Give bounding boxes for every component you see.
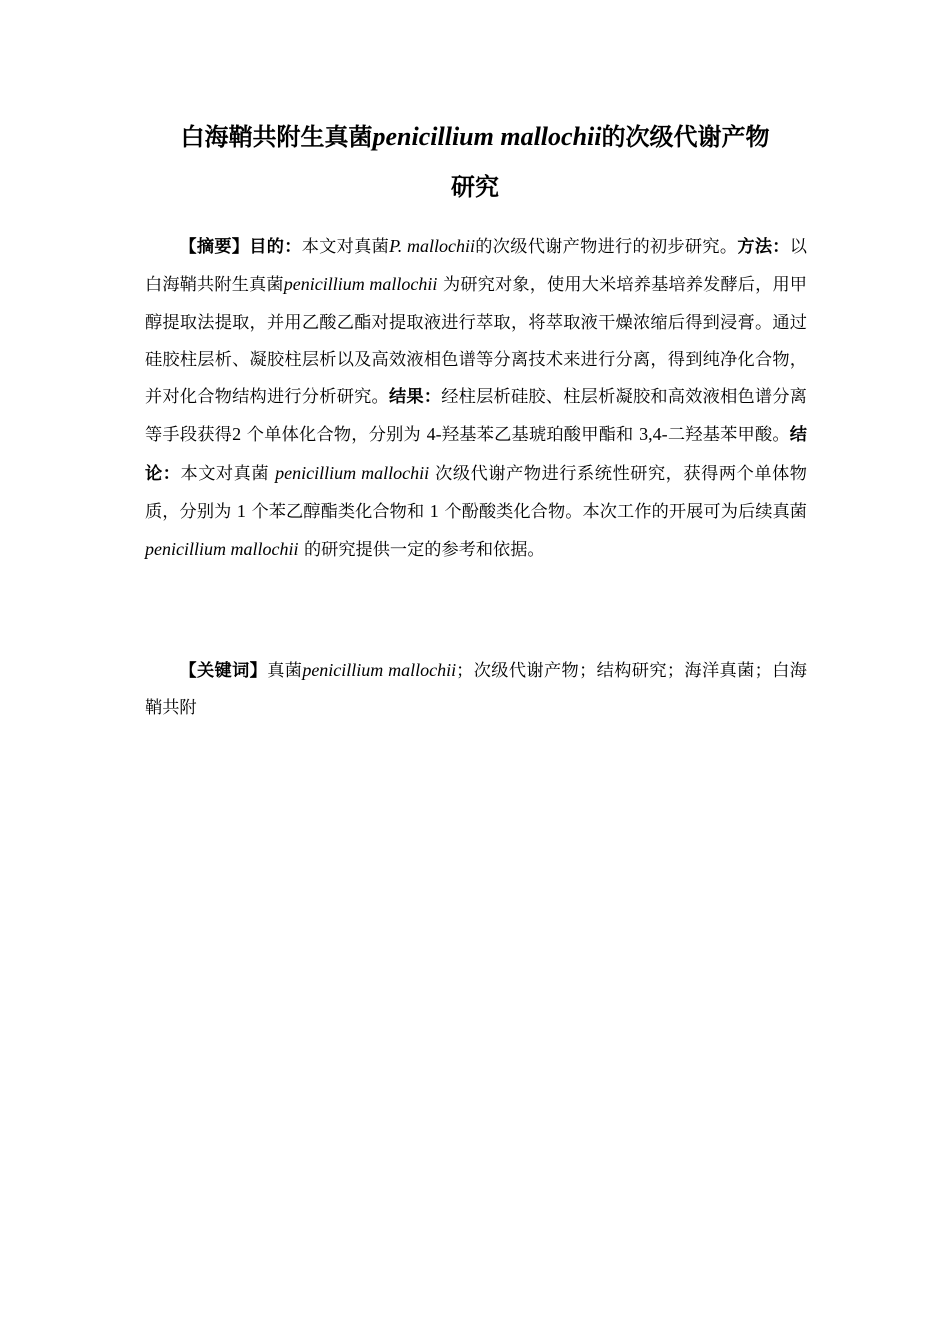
result-compound-prefix-1: 4- (426, 424, 442, 445)
keywords-paragraph (145, 652, 807, 728)
result-text-b2: 羟基苯乙基琥珀酸甲酯和 (441, 425, 640, 446)
result-label: 结果： (388, 387, 442, 408)
conclusion-text-a: 本文对真菌 (180, 463, 276, 484)
purpose-latin: P. mallochii (389, 236, 476, 256)
conclusion-latin-2: penicillium mallochii (145, 539, 299, 560)
abstract-label: 【摘要】 (179, 237, 250, 257)
paper-title (100, 112, 850, 212)
keywords-latin: penicillium mallochii (302, 660, 457, 680)
result-text-b3: 二羟基苯甲酸。 (667, 425, 790, 446)
result-compound-prefix-2: 3,4- (639, 424, 668, 445)
result-number: 2 (232, 424, 242, 445)
keywords-label: 【关键词】 (179, 661, 268, 681)
method-text-b: 为研究对象，使用大米培养基培养发酵后，用甲醇提取法提取，并用乙酸乙酯对提取液进行萃取，将萃取液干燥浓缩后得到浸膏。通过硅胶柱层析、凝胶柱层析以及高效液相色谱等分离技术来进行分离，得到纯净化合物，并对化合物结构进行分析研究。 (145, 275, 807, 408)
title-text-part1: 白海鞘共附生真菌 (180, 123, 373, 151)
conclusion-text-b: 次级代谢产物进行系统性研究，获得两个单体物质，分别为 (145, 463, 807, 523)
purpose-text-b: 的次级代谢产物进行的初步研究。 (475, 237, 738, 257)
abstract-paragraph (145, 228, 807, 570)
title-latin-name: penicillium mallochii (372, 122, 602, 151)
title-text-part2: 的次级代谢产物 (601, 123, 770, 151)
conclusion-label: 结论： (145, 425, 807, 484)
conclusion-text-d: 个酚酸类化合物。本次工作的开展可为后续真菌 (438, 502, 807, 523)
conclusion-number-2: 1 (429, 501, 439, 522)
conclusion-text-e: 的研究提供一定的参考和依据。 (298, 540, 545, 561)
result-text-a: 经柱层析硅胶、柱层析凝胶和高效液相色谱分离等手段获得 (145, 387, 807, 446)
conclusion-text-c: 个苯乙醇酯类化合物和 (245, 502, 430, 523)
method-latin: penicillium mallochii (283, 274, 438, 295)
conclusion-latin: penicillium mallochii (275, 462, 430, 483)
title-text-line2: 研究 (451, 173, 499, 201)
method-text-a: 以白海鞘共附生真菌 (145, 237, 807, 296)
keywords-text-b: ；次级代谢产物；结构研究；海洋真菌；白海鞘共附 (145, 661, 807, 719)
conclusion-number-1: 1 (236, 501, 246, 522)
method-label: 方法： (737, 237, 790, 257)
keywords-text-a: 真菌 (267, 661, 303, 681)
purpose-text-a: 本文对真菌 (301, 237, 390, 257)
result-text-b: 个单体化合物，分别为 (241, 425, 427, 446)
purpose-label: 目的： (249, 237, 302, 257)
